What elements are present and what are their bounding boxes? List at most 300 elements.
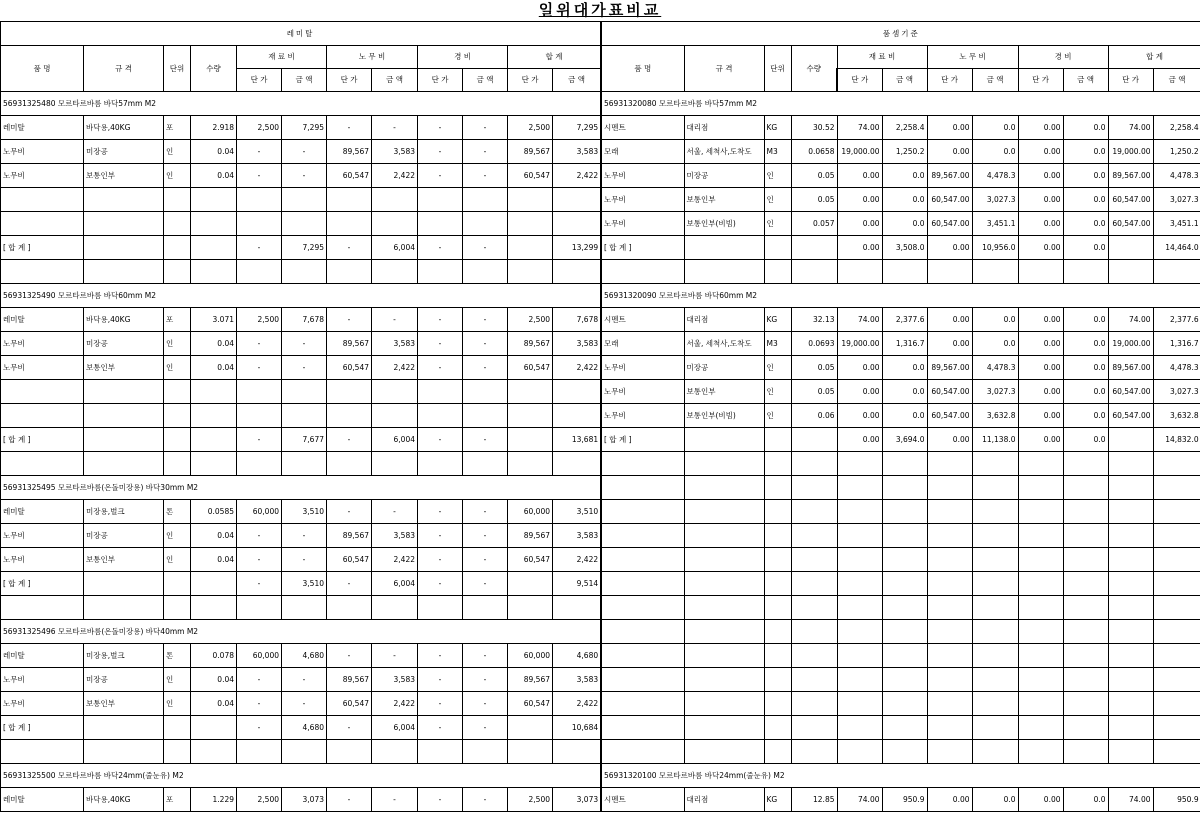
- material-amount: 2,258.4: [882, 116, 927, 140]
- empty-cell: [927, 620, 972, 644]
- empty-cell: [237, 380, 282, 404]
- labor-price: 60,547.00: [927, 188, 972, 212]
- labor-amount: -: [372, 644, 418, 668]
- table-row: [601, 380, 1200, 404]
- item-spec: 미장공: [84, 524, 164, 548]
- material-price: 0.00: [837, 188, 882, 212]
- total-price: [1108, 428, 1153, 452]
- empty-cell: [418, 188, 463, 212]
- blank-row: [601, 692, 1200, 716]
- expense-price: 0.00: [1018, 188, 1063, 212]
- empty-cell: [764, 644, 791, 668]
- table-row: [1, 356, 601, 380]
- empty-cell: [764, 620, 791, 644]
- empty-cell: [84, 452, 164, 476]
- labor-amount: 3,583: [372, 332, 418, 356]
- empty-cell: [508, 596, 553, 620]
- total-amount: 3,632.8: [1153, 404, 1200, 428]
- empty-cell: [1108, 668, 1153, 692]
- expense-price: 0.00: [1018, 212, 1063, 236]
- item-name: [ 합 계 ]: [1, 572, 84, 596]
- empty-cell: [418, 452, 463, 476]
- total-price: 60,547.00: [1108, 404, 1153, 428]
- total-amount: 2,258.4: [1153, 116, 1200, 140]
- blank-row: [601, 476, 1200, 500]
- empty-cell: [84, 596, 164, 620]
- empty-cell: [237, 596, 282, 620]
- material-amount: -: [282, 692, 327, 716]
- item-name: [ 합 계 ]: [1, 716, 84, 740]
- item-qty: 0.05: [791, 164, 837, 188]
- empty-cell: [237, 740, 282, 764]
- labor-price: 89,567.00: [927, 164, 972, 188]
- item-name: [ 합 계 ]: [1, 428, 84, 452]
- empty-cell: [764, 260, 791, 284]
- labor-amount: 3,027.3: [972, 188, 1018, 212]
- labor-price: 60,547: [327, 164, 372, 188]
- item-qty: 0.078: [191, 644, 237, 668]
- item-qty: 0.0658: [791, 140, 837, 164]
- item-unit: 인: [764, 188, 791, 212]
- empty-cell: [764, 740, 791, 764]
- empty-cell: [927, 260, 972, 284]
- item-unit: KG: [764, 788, 791, 812]
- expense-amount: -: [463, 236, 508, 260]
- table-row: [601, 164, 1200, 188]
- table-row: [1, 140, 601, 164]
- empty-cell: [972, 500, 1018, 524]
- empty-cell: [282, 452, 327, 476]
- empty-cell: [1108, 620, 1153, 644]
- labor-price: -: [327, 116, 372, 140]
- total-price: 74.00: [1108, 788, 1153, 812]
- empty-cell: [882, 596, 927, 620]
- empty-cell: [553, 188, 601, 212]
- item-spec: 대리점: [684, 116, 764, 140]
- col-unit-header: 단위: [164, 46, 191, 92]
- expense-amount: 0.0: [1063, 404, 1108, 428]
- empty-cell: [327, 596, 372, 620]
- empty-cell: [1018, 260, 1063, 284]
- item-qty: 0.05: [791, 380, 837, 404]
- expense-amount: 0.0: [1063, 332, 1108, 356]
- item-spec: 보통인부(비빔): [684, 404, 764, 428]
- empty-cell: [1018, 452, 1063, 476]
- labor-price: 60,547: [327, 692, 372, 716]
- expense-price: 0.00: [1018, 380, 1063, 404]
- material-price: -: [237, 428, 282, 452]
- empty-cell: [882, 476, 927, 500]
- empty-cell: [282, 212, 327, 236]
- material-price: -: [237, 716, 282, 740]
- expense-amount: 0.0: [1063, 356, 1108, 380]
- empty-cell: [882, 572, 927, 596]
- labor-price: 89,567: [327, 524, 372, 548]
- empty-cell: [927, 572, 972, 596]
- table-row: [1, 308, 601, 332]
- material-amount: 0.0: [882, 380, 927, 404]
- empty-cell: [508, 452, 553, 476]
- left-comparison-table: [0, 21, 601, 812]
- empty-cell: [837, 716, 882, 740]
- total-price: 2,500: [508, 788, 553, 812]
- empty-cell: [882, 524, 927, 548]
- empty-cell: [1153, 692, 1200, 716]
- material-amount: -: [282, 164, 327, 188]
- item-spec: 미장공: [684, 164, 764, 188]
- expense-price: -: [418, 332, 463, 356]
- empty-cell: [282, 596, 327, 620]
- labor-amount: 6,004: [372, 428, 418, 452]
- expense-amount: 0.0: [1063, 188, 1108, 212]
- empty-cell: [418, 260, 463, 284]
- col-amount-header: 금 액: [1153, 69, 1200, 92]
- total-amount: 2,377.6: [1153, 308, 1200, 332]
- total-amount: 3,027.3: [1153, 380, 1200, 404]
- material-price: 0.00: [837, 356, 882, 380]
- item-name: 모래: [601, 140, 684, 164]
- empty-cell: [601, 596, 684, 620]
- total-price: 2,500: [508, 308, 553, 332]
- empty-cell: [1153, 740, 1200, 764]
- total-price: 60,547: [508, 692, 553, 716]
- item-spec: [684, 428, 764, 452]
- total-amount: 3,451.1: [1153, 212, 1200, 236]
- empty-cell: [1153, 548, 1200, 572]
- material-amount: 950.9: [882, 788, 927, 812]
- item-unit: 인: [164, 332, 191, 356]
- col-expense-header: 경 비: [418, 46, 508, 69]
- material-amount: 3,694.0: [882, 428, 927, 452]
- empty-cell: [164, 212, 191, 236]
- empty-cell: [191, 188, 237, 212]
- empty-cell: [463, 260, 508, 284]
- col-price-header: 단 가: [927, 69, 972, 92]
- total-amount: 9,514: [553, 572, 601, 596]
- material-price: 19,000.00: [837, 140, 882, 164]
- item-name: 노무비: [1, 332, 84, 356]
- item-name: 레미탈: [1, 116, 84, 140]
- empty-cell: [282, 404, 327, 428]
- labor-amount: 3,583: [372, 140, 418, 164]
- col-name-header: 품 명: [1, 46, 84, 92]
- item-name: 노무비: [1, 140, 84, 164]
- item-spec: [684, 236, 764, 260]
- empty-cell: [191, 596, 237, 620]
- empty-cell: [837, 692, 882, 716]
- material-price: -: [237, 356, 282, 380]
- expense-price: -: [418, 692, 463, 716]
- empty-cell: [418, 380, 463, 404]
- empty-cell: [463, 212, 508, 236]
- item-qty: 0.04: [191, 692, 237, 716]
- page-title: 일위대가표비교: [538, 1, 662, 19]
- empty-cell: [837, 548, 882, 572]
- total-price: 60,000: [508, 500, 553, 524]
- total-amount: 7,678: [553, 308, 601, 332]
- item-qty: 0.05: [791, 188, 837, 212]
- empty-cell: [1063, 476, 1108, 500]
- labor-amount: 6,004: [372, 572, 418, 596]
- empty-cell: [601, 740, 684, 764]
- header-row: [601, 22, 1200, 46]
- total-amount: 13,681: [553, 428, 601, 452]
- empty-cell: [764, 524, 791, 548]
- item-unit: 인: [764, 380, 791, 404]
- empty-cell: [1153, 716, 1200, 740]
- expense-price: 0.00: [1018, 356, 1063, 380]
- labor-amount: 11,138.0: [972, 428, 1018, 452]
- item-unit: 포: [164, 308, 191, 332]
- expense-amount: -: [463, 524, 508, 548]
- total-price: 60,000: [508, 644, 553, 668]
- expense-amount: 0.0: [1063, 236, 1108, 260]
- col-price-header: 단 가: [1108, 69, 1153, 92]
- empty-cell: [1063, 524, 1108, 548]
- empty-cell: [191, 260, 237, 284]
- empty-cell: [237, 260, 282, 284]
- material-amount: 7,678: [282, 308, 327, 332]
- material-price: 19,000.00: [837, 332, 882, 356]
- material-price: 0.00: [837, 428, 882, 452]
- empty-cell: [791, 716, 837, 740]
- empty-cell: [553, 380, 601, 404]
- material-amount: 4,680: [282, 644, 327, 668]
- labor-price: 60,547: [327, 356, 372, 380]
- labor-price: -: [327, 428, 372, 452]
- expense-price: -: [418, 572, 463, 596]
- expense-amount: -: [463, 428, 508, 452]
- empty-cell: [418, 404, 463, 428]
- total-row: [601, 236, 1200, 260]
- empty-cell: [684, 740, 764, 764]
- item-unit: [164, 572, 191, 596]
- total-amount: 2,422: [553, 164, 601, 188]
- empty-cell: [372, 596, 418, 620]
- material-amount: 0.0: [882, 164, 927, 188]
- empty-cell: [791, 620, 837, 644]
- col-material-header: 재 료 비: [837, 46, 927, 69]
- expense-amount: 0.0: [1063, 164, 1108, 188]
- material-price: 74.00: [837, 788, 882, 812]
- total-price: 74.00: [1108, 308, 1153, 332]
- item-name: 노무비: [1, 548, 84, 572]
- empty-cell: [684, 452, 764, 476]
- expense-price: 0.00: [1018, 164, 1063, 188]
- item-name: 노무비: [601, 188, 684, 212]
- item-spec: 보통인부: [84, 356, 164, 380]
- empty-cell: [1018, 572, 1063, 596]
- empty-cell: [684, 620, 764, 644]
- section-row: [1, 476, 601, 500]
- empty-cell: [508, 404, 553, 428]
- table-row: [1, 332, 601, 356]
- empty-cell: [972, 476, 1018, 500]
- blank-row: [601, 548, 1200, 572]
- empty-cell: [237, 212, 282, 236]
- blank-row: [601, 668, 1200, 692]
- item-spec: 미장용,벌크: [84, 644, 164, 668]
- expense-price: -: [418, 428, 463, 452]
- material-amount: 7,295: [282, 236, 327, 260]
- empty-cell: [508, 740, 553, 764]
- empty-cell: [684, 596, 764, 620]
- empty-cell: [837, 260, 882, 284]
- expense-price: 0.00: [1018, 308, 1063, 332]
- blank-row: [601, 620, 1200, 644]
- item-qty: 0.06: [791, 404, 837, 428]
- item-unit: [164, 716, 191, 740]
- empty-cell: [882, 500, 927, 524]
- empty-cell: [791, 476, 837, 500]
- total-price: 89,567: [508, 524, 553, 548]
- item-name: 레미탈: [1, 500, 84, 524]
- item-spec: [84, 236, 164, 260]
- material-amount: 3,073: [282, 788, 327, 812]
- empty-cell: [927, 524, 972, 548]
- material-amount: -: [282, 356, 327, 380]
- blank-row: [601, 260, 1200, 284]
- sheet-header: 레미탈: [1, 22, 601, 46]
- empty-cell: [1153, 452, 1200, 476]
- labor-amount: 6,004: [372, 236, 418, 260]
- labor-amount: 4,478.3: [972, 164, 1018, 188]
- labor-amount: 3,451.1: [972, 212, 1018, 236]
- empty-cell: [164, 260, 191, 284]
- total-price: [508, 428, 553, 452]
- material-amount: 4,680: [282, 716, 327, 740]
- item-unit: 인: [764, 212, 791, 236]
- total-price: 60,547: [508, 164, 553, 188]
- labor-amount: 0.0: [972, 116, 1018, 140]
- total-price: 60,547: [508, 548, 553, 572]
- empty-cell: [972, 740, 1018, 764]
- empty-cell: [84, 260, 164, 284]
- total-row: [1, 572, 601, 596]
- material-price: -: [237, 692, 282, 716]
- material-price: 60,000: [237, 644, 282, 668]
- blank-row: [1, 404, 601, 428]
- col-expense-header: 경 비: [1018, 46, 1108, 69]
- labor-amount: 0.0: [972, 332, 1018, 356]
- section-row: [601, 284, 1200, 308]
- total-amount: 1,250.2: [1153, 140, 1200, 164]
- empty-cell: [1018, 692, 1063, 716]
- empty-cell: [882, 260, 927, 284]
- expense-amount: 0.0: [1063, 308, 1108, 332]
- material-price: -: [237, 572, 282, 596]
- blank-row: [601, 644, 1200, 668]
- empty-cell: [927, 740, 972, 764]
- material-price: 2,500: [237, 788, 282, 812]
- empty-cell: [1153, 260, 1200, 284]
- total-row: [1, 428, 601, 452]
- item-qty: 0.04: [191, 332, 237, 356]
- material-amount: 1,316.7: [882, 332, 927, 356]
- blank-row: [1, 452, 601, 476]
- item-spec: [84, 428, 164, 452]
- empty-cell: [764, 668, 791, 692]
- header-row: [1, 22, 601, 46]
- material-price: 2,500: [237, 308, 282, 332]
- col-spec-header: 규 격: [684, 46, 764, 92]
- empty-cell: [1153, 500, 1200, 524]
- expense-price: -: [418, 116, 463, 140]
- empty-cell: [327, 404, 372, 428]
- blank-row: [1, 188, 601, 212]
- empty-cell: [882, 452, 927, 476]
- empty-cell: [418, 212, 463, 236]
- empty-cell: [84, 404, 164, 428]
- material-amount: -: [282, 548, 327, 572]
- col-amount-header: 금 액: [882, 69, 927, 92]
- item-name: 노무비: [601, 380, 684, 404]
- empty-cell: [764, 548, 791, 572]
- empty-cell: [553, 596, 601, 620]
- column-header-row: [601, 46, 1200, 69]
- item-name: 시멘트: [601, 788, 684, 812]
- empty-cell: [837, 476, 882, 500]
- empty-cell: [1018, 596, 1063, 620]
- empty-cell: [191, 452, 237, 476]
- expense-price: 0.00: [1018, 428, 1063, 452]
- blank-row: [1, 212, 601, 236]
- empty-cell: [684, 548, 764, 572]
- labor-price: 89,567: [327, 332, 372, 356]
- item-qty: 0.05: [791, 356, 837, 380]
- table-row: [1, 548, 601, 572]
- material-price: -: [237, 668, 282, 692]
- total-amount: 4,478.3: [1153, 164, 1200, 188]
- empty-cell: [927, 692, 972, 716]
- empty-cell: [684, 572, 764, 596]
- table-row: [601, 212, 1200, 236]
- section-title: 56931325496 모르타르바름(온돌미장용) 바닥40mm M2: [1, 620, 601, 644]
- table-row: [601, 188, 1200, 212]
- section-row: [601, 92, 1200, 116]
- expense-price: 0.00: [1018, 404, 1063, 428]
- empty-cell: [1063, 548, 1108, 572]
- labor-amount: 0.0: [972, 308, 1018, 332]
- empty-cell: [164, 188, 191, 212]
- empty-cell: [84, 740, 164, 764]
- empty-cell: [601, 644, 684, 668]
- item-unit: M3: [764, 332, 791, 356]
- total-amount: 7,295: [553, 116, 601, 140]
- item-name: 모래: [601, 332, 684, 356]
- item-qty: [191, 572, 237, 596]
- total-price: 89,567.00: [1108, 164, 1153, 188]
- col-name-header: 품 명: [601, 46, 684, 92]
- empty-cell: [684, 692, 764, 716]
- expense-amount: -: [463, 500, 508, 524]
- total-amount: 4,680: [553, 644, 601, 668]
- expense-amount: -: [463, 644, 508, 668]
- blank-row: [601, 596, 1200, 620]
- total-amount: 1,316.7: [1153, 332, 1200, 356]
- empty-cell: [463, 452, 508, 476]
- empty-cell: [1108, 548, 1153, 572]
- total-amount: 950.9: [1153, 788, 1200, 812]
- empty-cell: [508, 188, 553, 212]
- labor-price: -: [327, 644, 372, 668]
- labor-price: 0.00: [927, 428, 972, 452]
- col-amount-header: 금 액: [282, 69, 327, 92]
- empty-cell: [1108, 740, 1153, 764]
- empty-cell: [1108, 452, 1153, 476]
- expense-price: -: [418, 140, 463, 164]
- expense-amount: 0.0: [1063, 380, 1108, 404]
